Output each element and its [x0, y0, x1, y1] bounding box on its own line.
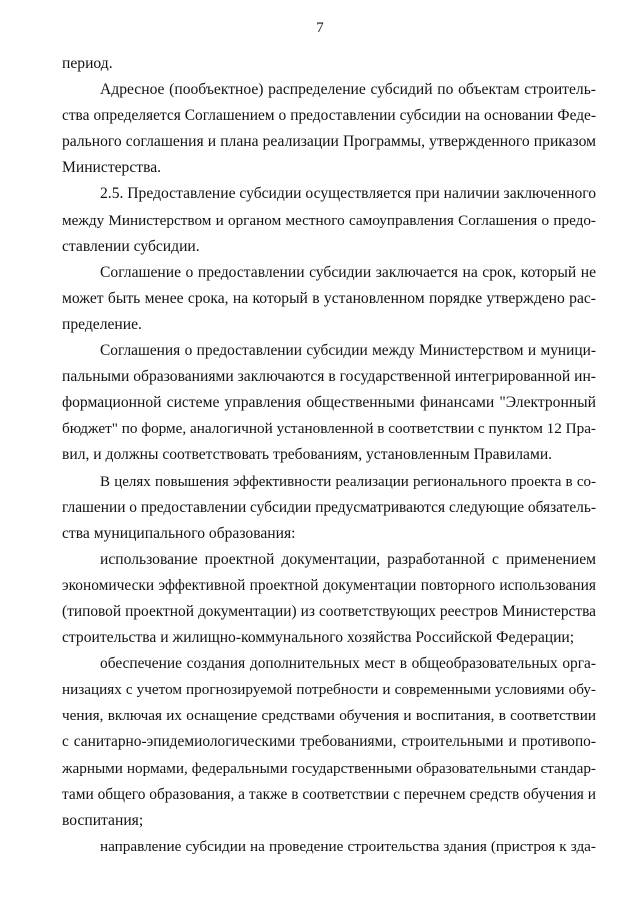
text-line: обеспечение создания дополнительных мест в общеобразовательных орга-: [100, 655, 596, 673]
paragraph: [62, 260, 596, 338]
text-line: пределение.: [62, 315, 142, 333]
text-line: период.: [62, 55, 113, 72]
text-line: экономически эффективной проектной документации повторного использования: [62, 576, 596, 594]
text-line: может быть менее срока, на который в установленном порядке утверждено рас-: [62, 289, 596, 307]
page-number: 7: [316, 20, 324, 36]
text-line: Соглашение о предоставлении субсидии заключается на срок, который не: [100, 263, 596, 281]
text-line: пальными образованиями заключаются в государственной интегрированной ин-: [62, 368, 596, 386]
text-line: бюджет" по форме, аналогичной установленной в соответствии с пунктом 12 Пра-: [62, 420, 596, 438]
text-line: ставлении субсидии.: [62, 237, 200, 255]
paragraph: [62, 547, 596, 651]
text-line: строительства и жилищно-коммунального хозяйства Российской Федерации;: [62, 629, 575, 647]
paragraph: [62, 338, 596, 468]
text-line: Адресное (пообъектное) распределение субсидий по объектам строитель-: [100, 81, 596, 99]
text-line: Министерства.: [62, 159, 162, 177]
text-line: глашении о предоставлении субсидии предусматриваются следующие обязатель-: [62, 498, 596, 516]
text-line: тами общего образования, а также в соответствии с перечнем средств обучения и: [62, 785, 596, 803]
text-line: формационной системе управления общественными финансами "Электронный: [62, 394, 596, 412]
text-line: чения, включая их оснащение средствами обучения и воспитания, в соответствии: [62, 707, 596, 725]
paragraph: [62, 469, 596, 547]
text-line: Соглашения о предоставлении субсидии между Министерством и муници-: [100, 342, 596, 360]
text-line: с санитарно-эпидемиологическими требованиями, строительными и противопо-: [62, 733, 596, 751]
text-line: использование проектной документации, разработанной с применением: [100, 550, 596, 568]
paragraph: [62, 51, 596, 77]
paragraph: [62, 834, 596, 860]
paragraph: [62, 77, 596, 181]
text-line: рального соглашения и плана реализации Программы, утвержденного приказом: [62, 133, 596, 151]
text-line: ства муниципального образования:: [62, 524, 296, 542]
text-line: (типовой проектной документации) из соответствующих реестров Министерства: [62, 602, 596, 620]
paragraph: [62, 181, 596, 259]
text-line: направление субсидии на проведение строительства здания (пристроя к зда-: [100, 837, 596, 855]
text-line: между Министерством и органом местного самоуправления Соглашения о предо-: [62, 211, 596, 229]
text-line: жарными нормами, федеральными государственными образовательными стандар-: [62, 759, 596, 777]
text-line: ства определяется Соглашением о предоставлении субсидии на основании Феде-: [62, 107, 596, 125]
text-line: В целях повышения эффективности реализации регионального проекта в со-: [100, 473, 596, 490]
text-line: вил, и должны соответствовать требованиям, установленным Правилами.: [62, 446, 553, 464]
document-body: [62, 51, 596, 860]
text-line: низациях с учетом прогнозируемой потребности и современными условиями обу-: [62, 681, 596, 699]
text-line: воспитания;: [62, 811, 144, 829]
text-line: 2.5. Предоставление субсидии осуществляется при наличии заключенного: [100, 185, 597, 203]
paragraph: [62, 651, 596, 834]
